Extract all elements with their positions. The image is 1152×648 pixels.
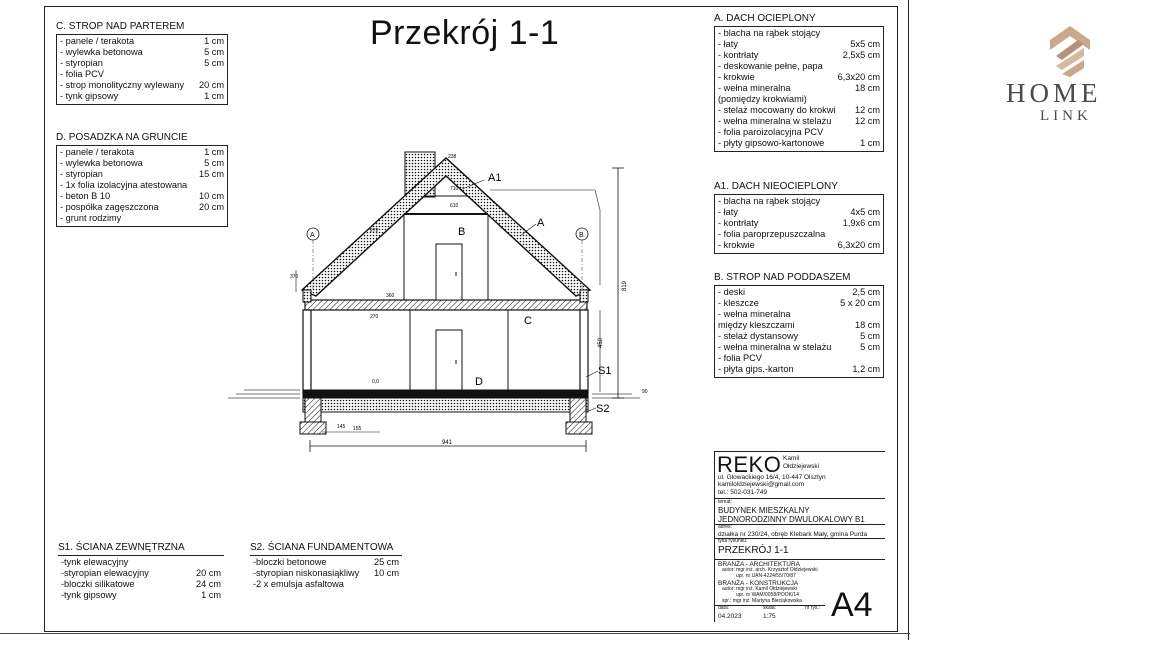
spec-row-label: - wełna mineralna w stelażu [718,342,832,353]
drawing-title-section: tytuł rysunku: PRZEKRÓJ 1-1 [715,538,885,556]
spec-row-label: - wełna mineralna [718,83,791,94]
dim-level-1: 610 [450,203,459,209]
spec-row-value: 15 cm [198,169,224,180]
spec-row-label: - wylewka betonowa [60,158,143,169]
spec-heading: A1. DACH NIEOCIEPLONY [714,181,838,192]
dim-small-1: 145 [337,424,346,430]
spec-row-value: 20 cm [195,568,221,579]
spec-row-value: 6,3x20 cm [837,240,880,251]
spec-heading: A. DACH OCIEPLONY [714,13,816,24]
date-scale-section: data: 04.2023 skala: 1:75 nr rys.: [715,605,825,622]
spec-row-label: - blacha na rąbek stojący [718,28,821,38]
label-a1: A1 [488,172,502,184]
label-a: A [537,217,545,229]
spec-row-label: - folia PCV [60,69,104,80]
spec-row-label: - deski [718,287,746,297]
spec-row-label: - kleszcze [718,298,759,309]
spec-row-value: 5 cm [860,331,880,342]
dim-ridge: 238 [448,154,457,160]
spec-row-label: - folia paroizolacyjna PCV [718,127,824,138]
spec-row-label: - kontrłaty [718,50,759,61]
firm-name: REKO [717,452,782,477]
spec-row-label: -bloczki silikatowe [61,579,135,590]
label-s1: S1 [598,365,612,377]
label-d: D [475,376,483,388]
dim-attic: 710 [450,186,459,192]
spec-row-value: 2,5 cm [852,287,880,297]
spec-row-label: - krokwie [718,72,755,83]
spec-row-label: - stelaż dystansowy [718,331,799,342]
dim-width: 941 [442,440,453,446]
spec-row-label: - płyty gipsowo-kartonowe [718,138,825,149]
spec-row-label: - folia paroprzepuszczalna [718,229,826,240]
spec-row-value: 12 cm [854,116,880,127]
spec-row-value: 5 cm [204,58,224,69]
dim-floor: 450 [598,337,604,348]
foundation-left [305,398,321,422]
door-attic [436,244,462,300]
spec-heading: S1. ŚCIANA ZEWNĘTRZNA [58,542,185,553]
dim-height: 819 [622,280,628,291]
dim-level-4: 270 [370,314,379,320]
dim-left: 370 [290,274,299,280]
spec-row-label: - blacha na rąbek stojący [718,196,821,206]
spec-row-value: 18 cm [854,83,880,94]
label-s2: S2 [596,403,610,415]
spec-row-label: - panele / terakota [60,36,135,46]
spec-row-label: - styropian [60,58,103,69]
spec-heading: B. STROP NAD PODDASZEM [714,272,851,283]
posadzka-na-gruncie [303,390,588,398]
spec-row-label: - stelaż mocowany do krokwi [718,105,836,116]
spec-row-label: - folia PCV [718,353,762,364]
spec-heading: C. STROP NAD PARTEREM [56,21,185,32]
terrain-right [592,394,640,398]
spec-row-value: 6,3x20 cm [837,72,880,83]
spec-row-value: 5 cm [860,342,880,353]
spec-row-label: - łaty [718,39,738,50]
spec-row-label: -2 x emulsja asfaltowa [253,579,344,590]
spec-row-label: - pospółka zagęszczona [60,202,159,213]
dim-ground: 90 [642,389,648,395]
spec-heading: S2. ŚCIANA FUNDAMENTOWA [250,542,394,553]
spec-row-label: - wylewka betonowa [60,47,143,58]
spec-row-label: - wełna mineralna w stelażu [718,116,832,127]
topic-section: temat: BUDYNEK MIESZKALNY JEDNORODZINNY DWULOKALOWY B1 [715,498,885,525]
spec-row-value: 18 cm [854,320,880,331]
spec-row-value: 1,9x6 cm [842,218,880,229]
spec-row-label: - strop monolityczny wylewany [60,80,185,91]
spec-row-value: 1 cm [204,36,224,46]
spec-row-value: 12 cm [854,105,880,116]
dim-level-5: 0,0 [372,379,379,385]
spec-row-value: 1 cm [204,91,224,102]
spec-row-value: 5 cm [204,47,224,58]
spec-row-value: 5 x 20 cm [840,298,880,309]
authors-section: BRANŻA - ARCHITEKTURA autor: mgr inż. arch. Krzysztof Ołdziejewski upr. nr UAN-4224/55/70/87 BRANŻA - KONSTRUKCJA autor: mgr inż. Kamil Ołdziejewski upr. nr WAM/0058/POOK/14 spr.: mgr inż. Martyna Bieciąkowska [715,559,885,606]
site-section: adres: działka nr 230/24, obręb Klebark Mały, gmina Purda [715,524,885,538]
spec-row-label: - tynk gipsowy [60,91,119,102]
label-c: C [524,315,532,327]
dim-level-2: 272 [370,228,379,234]
spec-row-label: - grunt rodzimy [60,213,122,224]
door-ground [436,330,462,390]
label-b: B [458,226,466,238]
spec-row-label: -styropian niskonasiąkliwy [253,568,360,579]
spec-row-value: 1 cm [201,590,221,601]
spec-row-value: 25 cm [373,557,399,567]
title-block [714,451,885,622]
spec-row-label: (pomiędzy krokwiami) [718,94,807,105]
axis-a-label: A [310,232,315,239]
spec-row-value: 20 cm [198,80,224,91]
wall-left [303,310,311,394]
sheet-format: A4 [831,586,873,624]
spec-row-label: - 1x folia izolacyjna atestowana [60,180,188,191]
firm-contact: ul. Głowackiego 16/4, 10-447 Olsztyn kamiloldziejewski@gmail.com tel.: 502-031-749 [718,474,826,496]
spec-row-label: - wełna mineralna [718,309,791,320]
spec-row-value: 10 cm [373,568,399,579]
spec-row-value: 1 cm [860,138,880,149]
logo-word: HOME [1006,78,1102,108]
spec-row-label: - deskowanie pełne, papa [718,61,823,72]
spec-row-value: 5x5 cm [850,39,880,50]
spec-row-label: -bloczki betonowe [253,557,327,567]
spec-row-value: 20 cm [198,202,224,213]
spec-row-label: - panele / terakota [60,147,135,157]
spec-row-value: 1 cm [204,147,224,157]
spec-row-label: - styropian [60,169,103,180]
spec-row-label: między kleszczami [718,320,795,331]
dim-small-2: 155 [353,426,362,432]
spec-heading: D. POSADZKA NA GRUNCIE [56,132,188,143]
logo-subword: LINK [1040,108,1092,124]
spec-row-label: -tynk gipsowy [61,590,117,601]
spec-row-label: - płyta gips.-karton [718,364,794,375]
spec-row-label: - kontrłaty [718,218,759,229]
spec-row-label: - beton B 10 [60,191,111,202]
foundation-right [570,398,586,422]
spec-row-value: 4x5 cm [850,207,880,218]
spec-row-value: 1,2 cm [852,364,880,375]
spec-row-label: -styropian elewacyjny [61,568,149,579]
wall-right [580,310,588,394]
spec-row-label: -tynk elewacyjny [61,557,129,567]
spec-row-value: 10 cm [198,191,224,202]
strop-nad-poddaszem [305,300,587,310]
firm-owner: Kamil Ołdziejewski [783,455,820,470]
dim-level-3: 360 [386,293,395,299]
spec-row-value: 2,5x5 cm [842,50,880,61]
spec-row-value: 24 cm [195,579,221,590]
spec-row-label: - łaty [718,207,738,218]
axis-b-label: B [579,232,584,239]
spec-row-value: 5 cm [204,158,224,169]
terrain-left [228,390,300,398]
spec-row-label: - krokwie [718,240,755,251]
drawing-title: Przekrój 1-1 [370,14,560,52]
